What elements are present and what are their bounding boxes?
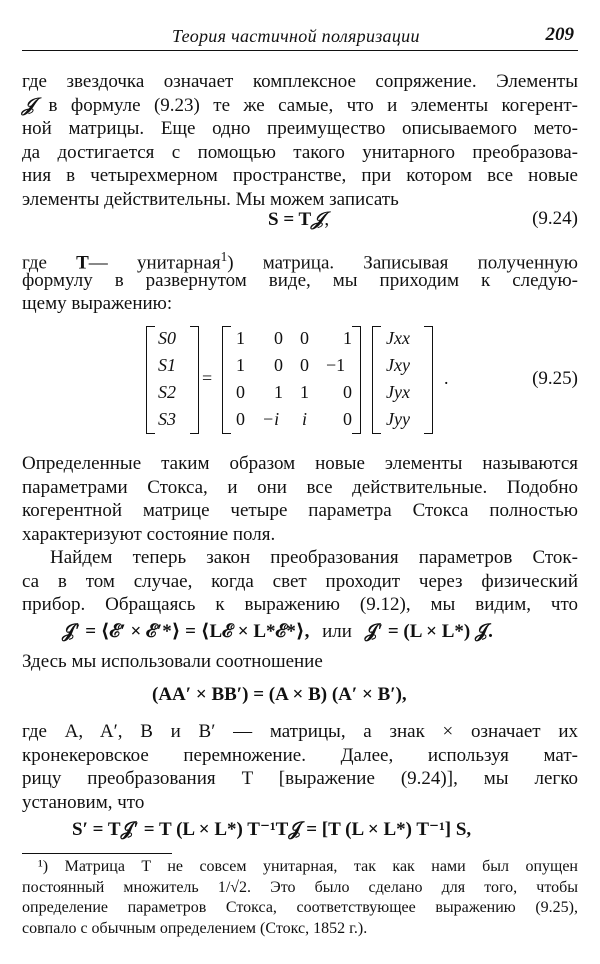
right-bracket xyxy=(190,326,199,434)
matrix-cell: 1 xyxy=(236,328,245,348)
right-bracket xyxy=(352,326,361,434)
matrix-cell: −i xyxy=(262,409,280,429)
equation-9-25 xyxy=(140,326,460,436)
paragraph-6 xyxy=(22,720,578,814)
matrix-t: T xyxy=(76,252,89,274)
coherency-jyy: Jyy xyxy=(386,409,410,429)
text-line xyxy=(22,245,578,274)
text-line xyxy=(22,94,578,118)
running-head: Теория частичной поляризации xyxy=(172,26,420,46)
text-line: рицу преобразования T [выражение (9.24)], мы легко xyxy=(22,768,578,790)
coherency-jxy: Jxy xyxy=(386,355,410,375)
equation-transform xyxy=(62,620,493,643)
text-line: формулу в развернутом виде, мы приходим к следую- xyxy=(22,269,578,291)
word: где xyxy=(22,252,47,274)
page-number: 209 xyxy=(545,24,574,45)
left-bracket xyxy=(146,326,155,434)
equation-9-24 xyxy=(268,208,329,231)
matrix-cell: 0 xyxy=(274,328,283,348)
left-bracket xyxy=(222,326,231,434)
equation-final: S′ = T𝒥′ = T (L × L*) T⁻¹T𝒥 = [T (L × L*) T⁻¹] S, xyxy=(72,819,472,840)
eq-or: или xyxy=(322,621,352,642)
text-line: совпало с обычным определением (Стокс, 1852 г.). xyxy=(22,919,368,937)
eq-part: 𝒥′ = (L × L*) 𝒥. xyxy=(364,621,493,642)
equals-sign: = xyxy=(202,368,213,388)
matrix-cell: 0 xyxy=(274,355,283,375)
text-line: Здесь мы использовали соотношение xyxy=(22,651,323,672)
matrix-cell: 1 xyxy=(300,382,309,402)
text-line: определение параметров Стокса, соответствующее выражению (9.25), xyxy=(22,899,578,916)
matrix-cell: 0 xyxy=(343,409,352,429)
text-line: Найдем теперь закон преобразования параметров Сток- xyxy=(50,547,578,568)
matrix-cell: 0 xyxy=(236,382,245,402)
text-line: щему выражению: xyxy=(22,293,173,315)
word: — унитарная xyxy=(88,252,221,274)
eq-lhs: S = T xyxy=(268,209,312,230)
text-line: ¹) Матрица T не совсем унитарная, так как нами был опущен xyxy=(38,858,578,875)
equation-number: (9.25) xyxy=(532,368,578,389)
text-line: са в том случае, когда свет проходит через физический xyxy=(22,570,578,592)
paragraph-2 xyxy=(22,245,578,316)
eq-tail: , xyxy=(324,209,330,230)
page-header xyxy=(22,24,578,51)
right-bracket xyxy=(424,326,433,434)
text-line: кронекеровское перемножение. Далее, используя мат- xyxy=(22,744,578,766)
period: . xyxy=(444,368,449,388)
eq-part: 𝒥′ = ⟨ℰ′ × ℰ′*⟩ = ⟨Lℰ × L*ℰ*⟩, xyxy=(62,621,310,642)
matrix-cell: 0 xyxy=(300,328,309,348)
text-line: элементы действительны. Мы можем записать xyxy=(22,188,399,210)
text-line: где звездочка означает комплексное сопряжение. Элементы xyxy=(22,71,578,92)
text-line: где A, A′, B и B′ — матрицы, а знак × означает их xyxy=(22,721,578,742)
text-line-rest: в формуле (9.23) те же самые, что и элементы когерент- xyxy=(48,94,579,116)
coherency-jyx: Jyx xyxy=(386,382,410,402)
matrix-cell: 0 xyxy=(236,409,245,429)
footnote xyxy=(22,857,578,939)
paragraph-3 xyxy=(22,452,578,546)
stokes-s2: S2 xyxy=(158,382,176,402)
stokes-s0: S0 xyxy=(158,328,176,348)
text-line: постоянный множитель 1/√2. Это было сделано для того, чтобы xyxy=(22,878,578,896)
left-bracket xyxy=(372,326,381,434)
matrix-cell: i xyxy=(302,409,308,429)
text-line: да достигается с помощью такого унитарного преобразова- xyxy=(22,141,578,163)
paragraph-4 xyxy=(22,546,578,617)
text-line: когерентной матрице четыре параметра Стокса полностью xyxy=(22,500,578,522)
text-line: ной матрицы. Еще одно преимущество описываемого мето- xyxy=(22,118,578,140)
word: ) матрица. Записывая полученную xyxy=(227,252,578,274)
paragraph-1 xyxy=(22,70,578,212)
equation-number: (9.24) xyxy=(532,208,578,229)
footnote-mark: 1 xyxy=(220,249,228,264)
matrix-cell: −1 xyxy=(326,355,346,375)
text-line: Определенные таким образом новые элементы называются xyxy=(22,453,578,474)
paragraph-5 xyxy=(22,650,578,674)
coherency-jxx: Jxx xyxy=(386,328,410,348)
equation-kronecker: (AA′ × BB′) = (A × B) (A′ × B′), xyxy=(152,684,407,705)
matrix-cell: 0 xyxy=(343,382,352,402)
text-line: прибор. Обращаясь к выражению (9.12), мы видим, что xyxy=(22,594,578,616)
text-line: характеризуют состояние поля. xyxy=(22,523,276,545)
footnote-rule xyxy=(22,853,172,854)
eq-script: 𝒥 xyxy=(311,208,325,230)
text-line: ния в четырехмерном пространстве, при котором все новые xyxy=(22,165,578,187)
stokes-s3: S3 xyxy=(158,409,176,429)
matrix-cell: 1 xyxy=(343,328,352,348)
matrix-cell: 1 xyxy=(274,382,283,402)
matrix-cell: 0 xyxy=(300,355,309,375)
matrix-cell: 1 xyxy=(236,355,245,375)
stokes-s1: S1 xyxy=(158,355,176,375)
script-j-symbol: 𝒥 xyxy=(22,93,36,116)
text-line: установим, что xyxy=(22,791,145,813)
text-line: параметрами Стокса, и они все действительные. Подобно xyxy=(22,476,578,498)
